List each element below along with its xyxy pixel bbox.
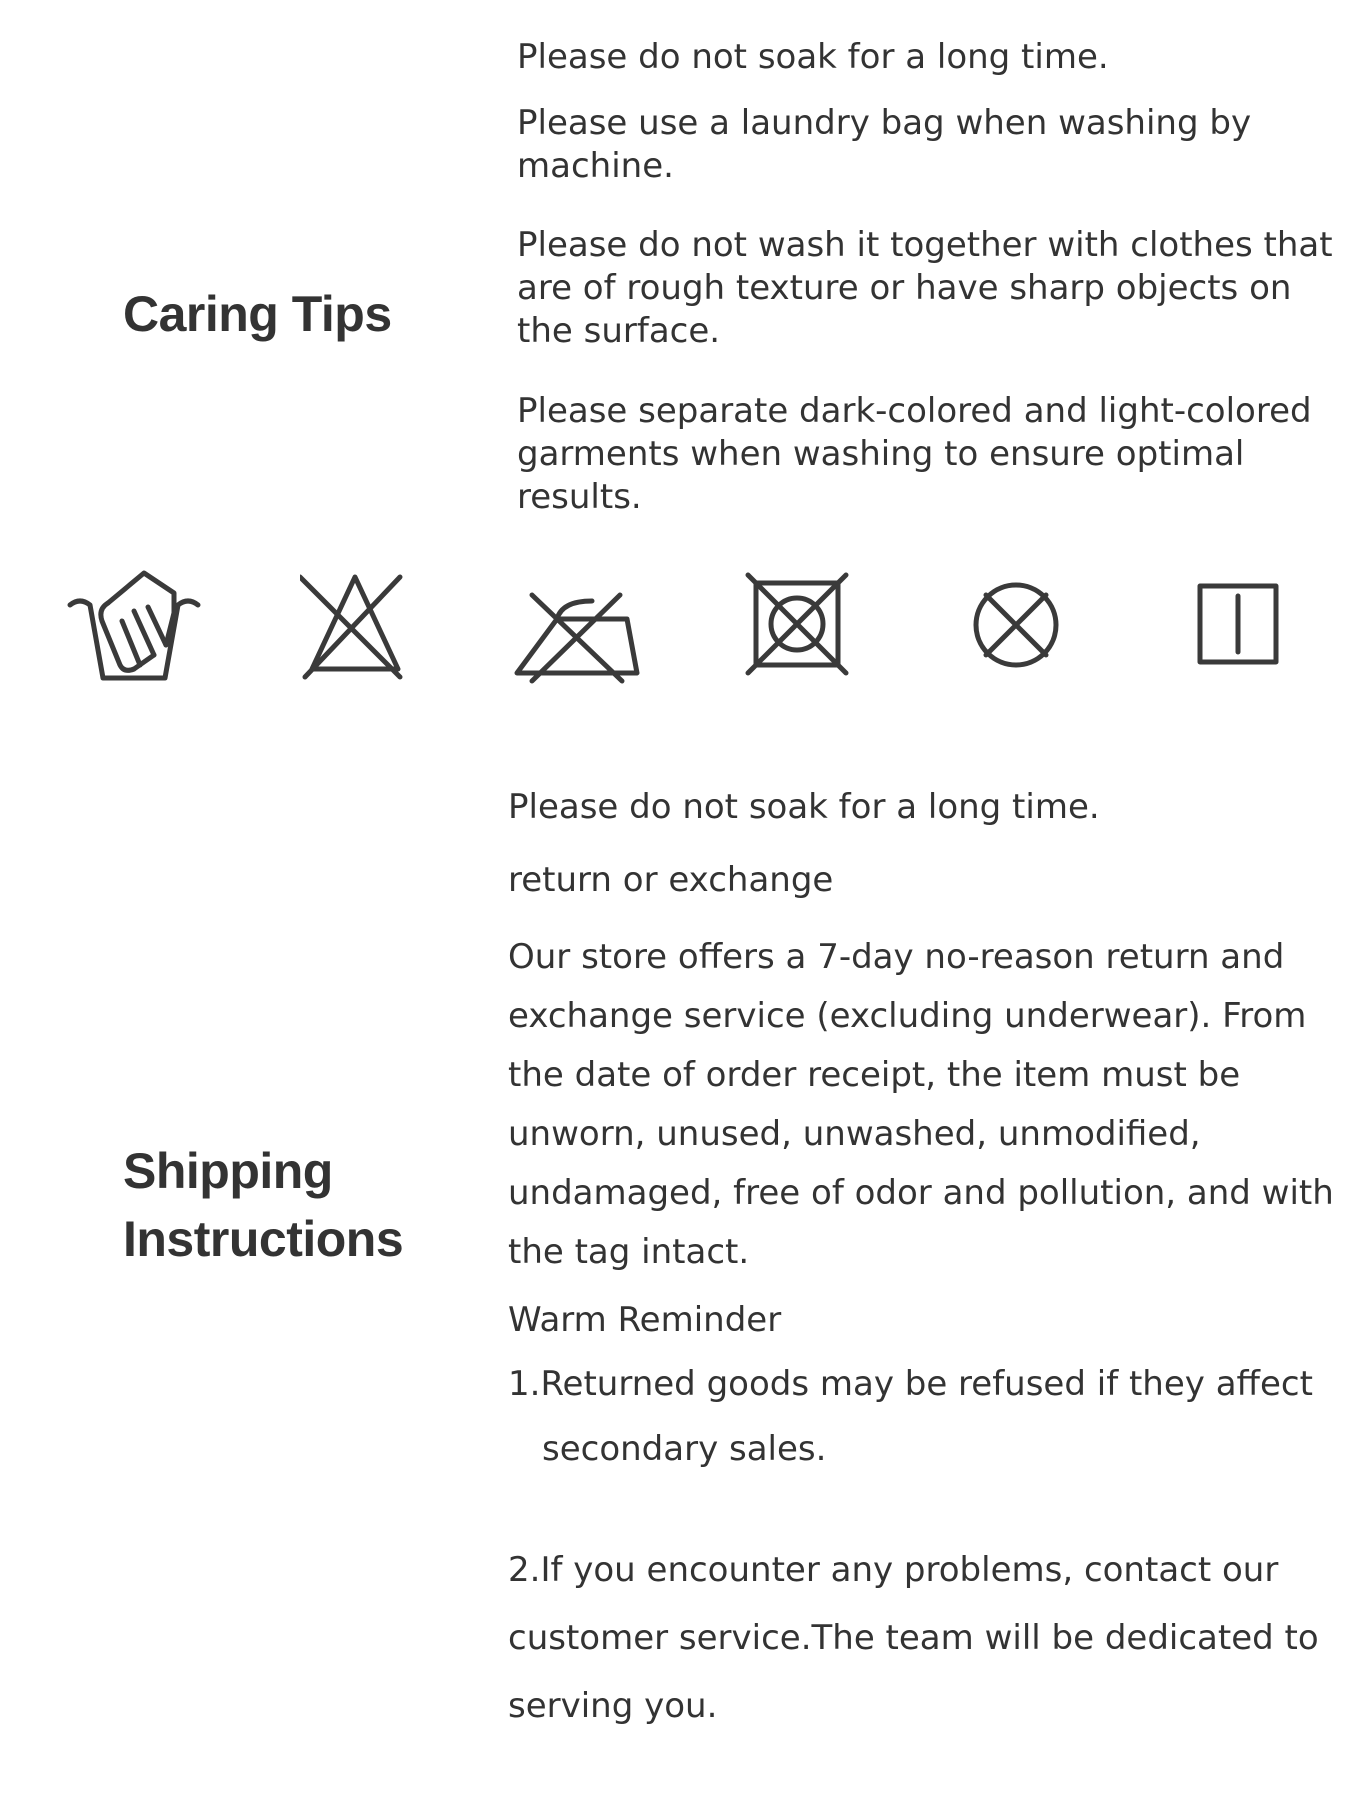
- shipping-heading-line2: Instructions: [123, 1211, 404, 1267]
- caring-tip-rough-texture: Please do not wash it together with clothes that are of rough texture or have sharp objects on the surface.: [517, 225, 1333, 351]
- do-not-dry-clean-icon: [966, 565, 1066, 685]
- shipping-heading-line1: Shipping: [123, 1143, 333, 1199]
- caring-tip-laundry-bag: Please use a laundry bag when washing by machine.: [517, 103, 1252, 186]
- shipping-instructions-heading: [123, 1137, 403, 1273]
- warm-reminder-title: Warm Reminder: [508, 1300, 782, 1340]
- line-dry-icon: [1190, 565, 1290, 685]
- reminder-2: 2.If you encounter any problems, contact our customer service.The team will be dedicated to serving you.: [508, 1550, 1319, 1726]
- caring-tip-soak: Please do not soak for a long time.: [517, 37, 1109, 77]
- hand-wash-icon: [64, 565, 204, 685]
- caring-tip-separate-colors: Please separate dark-colored and light-colored garments when washing to ensure optimal results.: [517, 391, 1312, 517]
- do-not-iron-icon: [512, 565, 642, 685]
- caring-tips-heading: Caring Tips: [123, 286, 392, 342]
- care-symbols-row: [0, 565, 1350, 685]
- do-not-tumble-dry-icon: [742, 565, 852, 685]
- reminder-1-continued: secondary sales.: [542, 1429, 827, 1469]
- reminder-1: 1.Returned goods may be refused if they affect: [508, 1364, 1313, 1404]
- do-not-bleach-icon: [300, 565, 410, 685]
- return-exchange-title: return or exchange: [508, 860, 834, 900]
- return-policy-text: Our store offers a 7-day no-reason return and exchange service (excluding underwear). From the date of order receipt, the item must be unworn, unused, unwashed, unmodified, undamaged, free of odor and pollution, and with the tag intact.: [508, 937, 1334, 1272]
- shipping-soak-note: Please do not soak for a long time.: [508, 787, 1100, 827]
